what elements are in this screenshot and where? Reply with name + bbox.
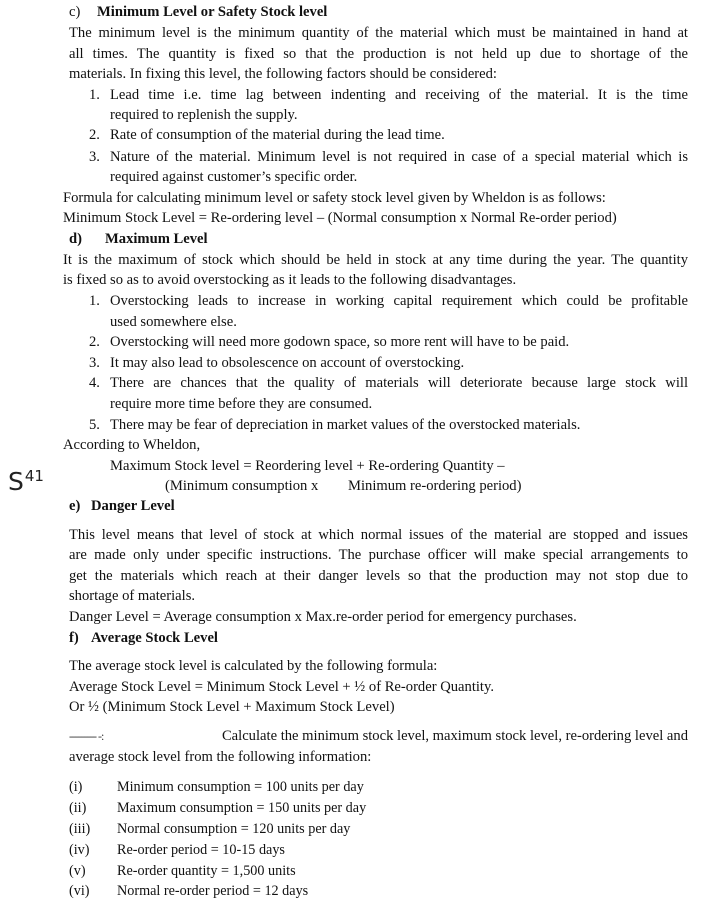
- section-d-item-1-line-1: Overstocking leads to increase in working capital requirement which could be profitable: [110, 293, 688, 309]
- section-c-marker: c): [69, 4, 81, 20]
- section-d-item-1-line-2: used somewhere else.: [110, 314, 237, 330]
- side-page-mark: [8, 469, 44, 494]
- section-c-item-3-number: 3.: [89, 149, 100, 165]
- section-f-marker: f): [69, 630, 79, 646]
- section-d-marker: d): [69, 231, 82, 247]
- example-item-3-text: Normal consumption = 120 units per day: [117, 821, 351, 837]
- section-f-heading: [69, 629, 218, 647]
- example-item-4-text: Re-order period = 10-15 days: [117, 842, 285, 858]
- section-d-item-4-line-2: require more time before they are consumed.: [110, 396, 373, 412]
- section-c-heading: [69, 3, 327, 21]
- section-f-formula-line-2: Or ½ (Minimum Stock Level + Maximum Stock Level): [69, 699, 395, 715]
- section-d-item-3-number: 3.: [89, 355, 100, 371]
- section-c-item-1-line-2: required to replenish the supply.: [110, 107, 298, 123]
- section-c-para-line-2: all times. The quantity is fixed so that the production is not held up due to shortage of the: [69, 46, 688, 62]
- section-c-item-3-line-1: Nature of the material. Minimum level is not required in case of a special material which is: [110, 149, 688, 165]
- section-f-title: Average Stock Level: [91, 630, 218, 646]
- section-c-para-line-1: The minimum level is the minimum quantity of the material which must be maintained in hand at: [69, 25, 688, 41]
- example-item-5-text: Re-order quantity = 1,500 units: [117, 863, 296, 879]
- section-c-item-1-number: 1.: [89, 87, 100, 103]
- section-d-item-2-line-1: Overstocking will need more godown space, so more rent will have to be paid.: [110, 334, 570, 350]
- section-d-heading: [69, 230, 208, 248]
- section-e-para-line-2: are made only under specific instructions. The purchase officer will make special arrangements to: [69, 547, 688, 563]
- example-line-1: [69, 727, 688, 745]
- section-d-formula-line-2a: (Minimum consumption x: [165, 478, 319, 494]
- example-item-2-text: Maximum consumption = 150 units per day: [117, 800, 367, 816]
- section-c-item-2-line-1: Rate of consumption of the material during the lead time.: [110, 127, 445, 143]
- section-d-item-2-number: 2.: [89, 334, 100, 350]
- section-e-para-line-4: shortage of materials.: [69, 588, 196, 604]
- section-d-item-1-number: 1.: [89, 293, 100, 309]
- section-e-marker: e): [69, 498, 81, 514]
- section-d-item-4-line-1: There are chances that the quality of materials will deteriorate because large stock will: [110, 375, 688, 391]
- section-d-para-line-2: is fixed so as to avoid overstocking as it leads to the following disadvantages.: [63, 272, 517, 288]
- section-c-para-line-3: materials. In fixing this level, the following factors should be considered:: [69, 66, 497, 82]
- section-d-para-line-1: It is the maximum of stock which should be held in stock at any time during the year. The quantity: [63, 252, 688, 268]
- section-c-item-1-line-1: Lead time i.e. time lag between indenting and receiving of the material. It is the time: [110, 87, 688, 103]
- section-f-intro: The average stock level is calculated by the following formula:: [69, 658, 438, 674]
- section-e-formula: Danger Level = Average consumption x Max.re-order period for emergency purchases.: [69, 609, 577, 625]
- section-d-title: Maximum Level: [105, 231, 208, 247]
- example-item-3-number: (iii): [69, 821, 91, 837]
- section-d-formula-line-2b: Minimum re-ordering period): [348, 478, 522, 494]
- example-item-6-number: (vi): [69, 883, 90, 899]
- section-c-formula: Minimum Stock Level = Re-ordering level – (Normal consumption x Normal Re-order period): [63, 210, 617, 226]
- example-item-6-text: Normal re-order period = 12 days: [117, 883, 309, 899]
- example-item-1-text: Minimum consumption = 100 units per day: [117, 779, 364, 795]
- section-e-heading: [69, 497, 175, 515]
- side-mark-letter: S: [8, 467, 24, 496]
- example-text-line-2: average stock level from the following information:: [69, 749, 372, 765]
- section-c-formula-intro: Formula for calculating minimum level or safety stock level given by Wheldon is as follows:: [63, 190, 606, 206]
- section-c-item-3-line-2: required against customer’s specific order.: [110, 169, 358, 185]
- side-mark-number: 41: [24, 467, 44, 485]
- section-e-para-line-1: This level means that level of stock at which normal issues of the material are stopped and issues: [69, 527, 688, 543]
- section-d-item-5-line-1: There may be fear of depreciation in market values of the overstocked materials.: [110, 417, 581, 433]
- example-item-5-number: (v): [69, 863, 86, 879]
- section-d-item-5-number: 5.: [89, 417, 100, 433]
- example-text-line-1: Calculate the minimum stock level, maximum stock level, re-ordering level and: [221, 728, 688, 744]
- example-item-4-number: (iv): [69, 842, 90, 858]
- section-e-para-line-3: get the materials which reach at their danger levels so that the production may not stop due to: [69, 568, 688, 584]
- example-item-1-number: (i): [69, 779, 83, 795]
- example-label: --------- -:: [69, 729, 104, 743]
- example-item-2-number: (ii): [69, 800, 87, 816]
- section-c-title: Minimum Level or Safety Stock level: [97, 4, 328, 20]
- section-e-title: Danger Level: [91, 498, 175, 514]
- section-d-according: According to Wheldon,: [63, 437, 201, 453]
- section-d-formula-line-1: Maximum Stock level = Reordering level + Re-ordering Quantity –: [110, 458, 505, 474]
- section-f-formula-line-1: Average Stock Level = Minimum Stock Level + ½ of Re-order Quantity.: [69, 679, 494, 695]
- section-d-item-3-line-1: It may also lead to obsolescence on account of overstocking.: [110, 355, 465, 371]
- section-d-item-4-number: 4.: [89, 375, 100, 391]
- section-c-item-2-number: 2.: [89, 127, 100, 143]
